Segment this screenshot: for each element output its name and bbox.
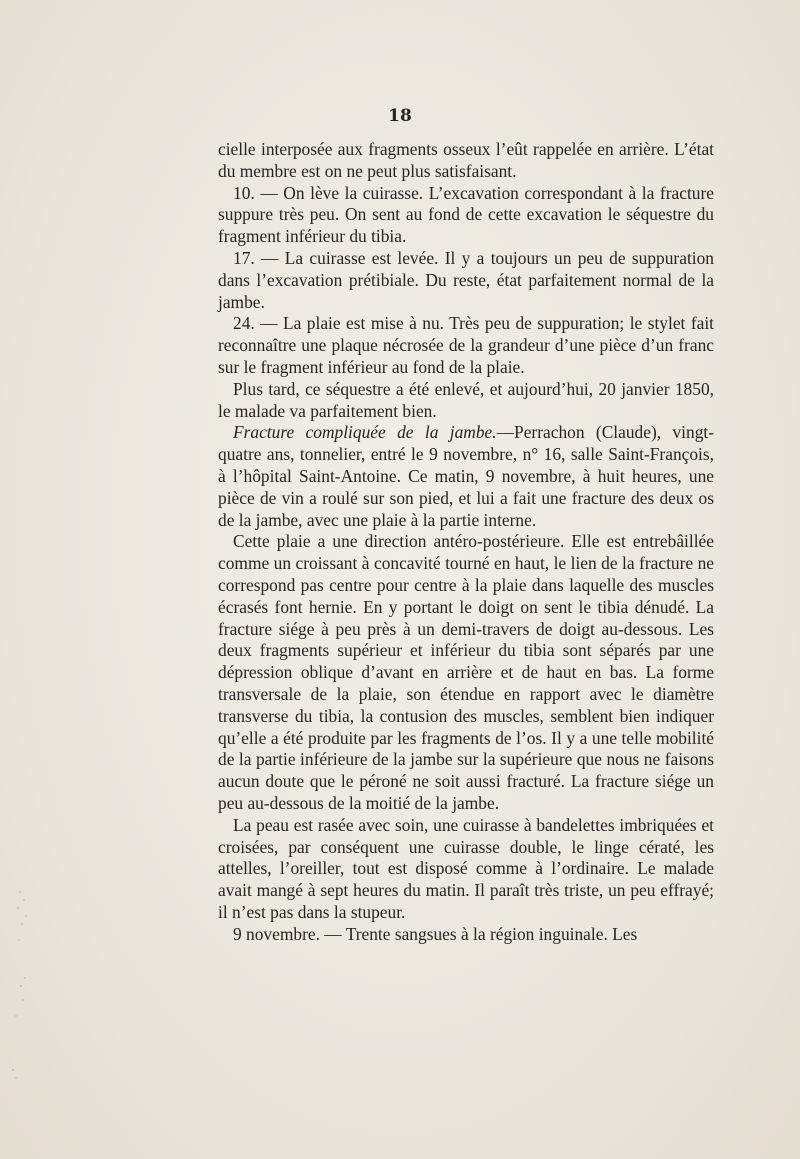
paragraph: cielle interposée aux fragments osseux l’eût rappelée en arrière. L’état du membre est on ne peut plus satisfaisant. <box>218 139 714 181</box>
page-number: 18 <box>388 106 412 126</box>
paragraph: 10. — On lève la cuirasse. L’excavation correspondant à la fracture suppure très peu. On sent au fond de cette excavation le séquestre du fragment inférieur du tibia. <box>218 182 714 247</box>
paragraph: 9 novembre. — Trente sangsues à la région inguinale. Les <box>233 923 638 944</box>
paragraph: Plus tard, ce séquestre a été enlevé, et aujourd’hui, 20 janvier 1850, le malade va parfaitement bien. <box>218 378 714 421</box>
body-text <box>218 139 714 945</box>
paragraph: 24. — La plaie est mise à nu. Très peu de suppuration; le stylet fait reconnaître une plaque nécrosée de la grandeur d’une pièce d’un franc sur le fragment inférieur au fond de la plaie. <box>218 313 714 377</box>
case-title: Fracture compliquée de la jambe. <box>233 422 497 443</box>
case-text: —Perrachon (Claude), vingt-quatre ans, tonnelier, entré le 9 novembre, n° 16, salle Saint-François, à l’hôpital Saint-Antoine. Ce matin, 9 novembre, à huit heures, une pièce de vin a roulé sur son pied, et lui a fait une fracture des deux os de la jambe, avec une plaie à la partie interne. <box>218 422 715 530</box>
margin-stain-marks <box>4 880 44 1090</box>
paragraph: Cette plaie a une direction antéro-postérieure. Elle est entrebâillée comme un croissant à concavité tourné en haut, le lien de la fracture ne correspond pas centre pour centre à la plaie dans laquelle des muscles écrasés font hernie. En y portant le doigt on sent le tibia dénudé. La fracture siége à peu près à un demi-travers de doigt au-dessous. Les deux fragments supérieur et inférieur du tibia sont séparés par une dépression oblique d’avant en arrière et de haut en bas. La forme transversale de la plaie, son étendue en rapport avec le diamètre transverse du tibia, la contusion des muscles, semblent bien indiquer qu’elle a été produite par les fragments de l’os. Il y a une telle mobilité de la partie inférieure de la jambe sur la supérieure que nous ne faisons aucun doute que le péroné ne soit aussi fracturé. La fracture siége un peu au-dessous de la moitié de la jambe. <box>218 531 714 813</box>
paragraph: 17. — La cuirasse est levée. Il y a toujours un peu de suppuration dans l’excavation prétibiale. Du reste, état parfaitement normal de la jambe. <box>218 247 714 312</box>
paragraph: La peau est rasée avec soin, une cuirasse à bandelettes imbriquées et croisées, par conséquent une cuirasse double, le linge cératé, les attelles, l’oreiller, tout est disposé comme à l’ordinaire. Le malade avait mangé à sept heures du matin. Il paraît très triste, un peu effrayé; il n’est pas dans la stupeur. <box>218 814 714 922</box>
case-paragraph <box>218 422 714 531</box>
